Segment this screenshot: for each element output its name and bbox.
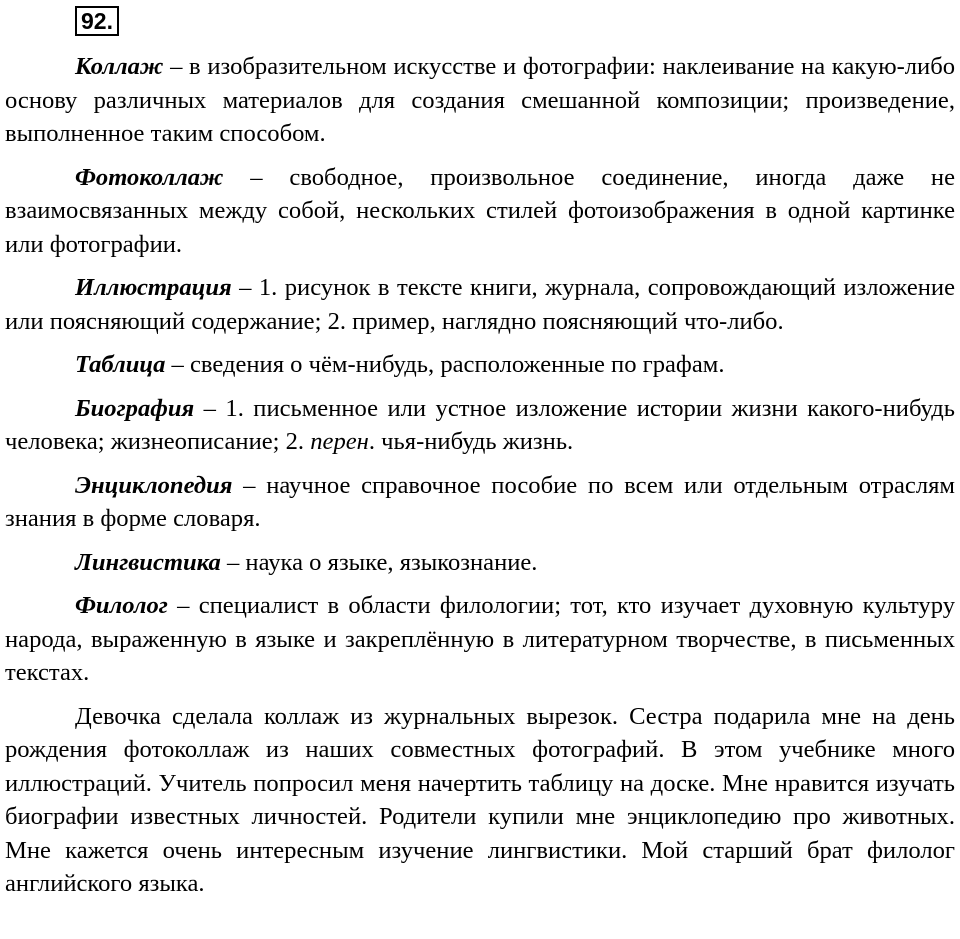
- definition-entry: [5, 392, 955, 459]
- definition-entry: [5, 271, 955, 338]
- definition-text: – сведения о чём-нибудь, расположенные по графам.: [165, 351, 725, 378]
- definition-text: – 1. рисунок в тексте книги, журнала, сопровождающий изложение или поясняющий содержание; 2. пример, наглядно поясняющий что-либо.: [5, 274, 955, 335]
- definition-term: Филолог: [75, 592, 168, 619]
- definition-text-after: . чья-нибудь жизнь.: [368, 428, 574, 455]
- definition-term: Лингвистика: [75, 548, 221, 576]
- definition-entry: [5, 546, 955, 580]
- exercise-number: 92.: [75, 6, 119, 36]
- definition-entry: [5, 469, 955, 536]
- definition-text: – 1. письменное или устное изложение истории жизни какого-нибудь человека; жизнеописание; 2.: [5, 394, 955, 455]
- definition-term: Фотоколлаж: [75, 163, 224, 191]
- definition-italic-abbrev: перен: [310, 428, 369, 455]
- definition-entry: [5, 348, 955, 382]
- definition-term: Энциклопедия: [75, 471, 233, 499]
- definitions-list: [5, 50, 955, 901]
- definition-text: – специалист в области филологии; тот, кто изучает духовную культуру народа, выраженную в языке и закреплённую в литературном творчестве, в письменных текстах.: [5, 592, 955, 686]
- definition-text: – в изобразительном искусстве и фотографии: наклеивание на какую-либо основу различных материалов для создания смешанной композиции; произведение, выполненное таким способом.: [5, 53, 955, 147]
- definition-term: Иллюстрация: [75, 274, 232, 301]
- definition-entry: [5, 161, 955, 262]
- definition-term: Таблица: [75, 351, 166, 378]
- definition-text: – свободное, произвольное соединение, иногда даже не взаимосвязанных между собой, нескольких стилей фотоизображения в одной картинке или фотографии.: [5, 163, 955, 258]
- definition-text: – научное справочное пособие по всем или отдельным отраслям знания в форме словаря.: [5, 471, 955, 532]
- story-paragraph: Девочка сделала коллаж из журнальных вырезок. Сестра подарила мне на день рождения фотоколлаж из наших совместных фотографий. В этом учебнике много иллюстраций. Учитель попросил меня начертить таблицу на доске. Мне нравится изучать биографии известных личностей. Родители купили мне энциклопедию про животных. Мне кажется очень интересным изучение лингвистики. Мой старший брат филолог английского языка.: [5, 702, 955, 897]
- definition-entry: [5, 50, 955, 151]
- definition-term: Коллаж: [75, 53, 164, 80]
- definition-text: – наука о языке, языкознание.: [220, 548, 538, 576]
- definition-entry: [5, 589, 955, 690]
- definition-term: Биография: [75, 394, 195, 422]
